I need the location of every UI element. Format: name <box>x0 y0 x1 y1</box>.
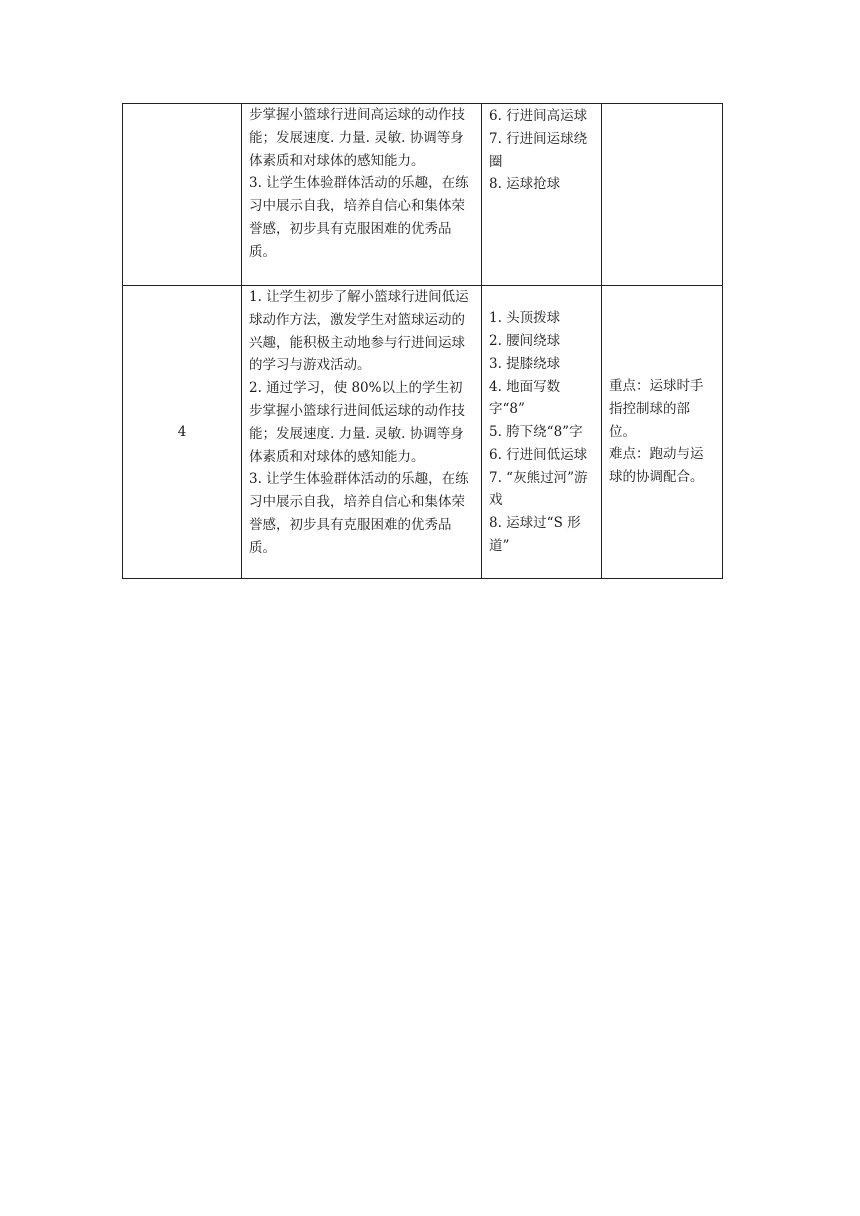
content-item: 1. 头顶拨球 <box>489 310 561 327</box>
content-item: 7. 行进间运球绕圈 <box>489 130 588 170</box>
lesson-number-cell <box>123 104 242 286</box>
objective-item: 3. 让学生体验群体活动的乐趣，在练习中展示自我，培养自信心和集体荣誉感，初步具有克服困难的优秀品质。 <box>249 471 469 556</box>
content-item: 4. 地面写数字“8” <box>489 378 561 418</box>
content-item: 6. 行进间高运球 <box>489 108 588 124</box>
key-point-item: 重点：运球时手指控制球的部位。 <box>609 378 704 440</box>
table-row <box>123 286 723 579</box>
content-item: 8. 运球抢球 <box>489 176 561 193</box>
objectives-cell <box>242 104 482 286</box>
content-item: 7. “灰熊过河”游戏 <box>489 469 588 509</box>
content-cell <box>482 104 602 286</box>
lesson-number-cell: 4 <box>123 286 242 579</box>
objectives-cell <box>242 286 482 579</box>
content-item: 3. 提膝绕球 <box>489 355 561 372</box>
objective-item: 1. 让学生初步了解小篮球行进间低运球动作方法，激发学生对篮球运动的兴趣，能积极主动地参与行进间运球的学习与游戏活动。 <box>249 289 469 374</box>
key-points-cell <box>602 286 723 579</box>
content-item: 5. 胯下绕“8”字 <box>489 424 583 441</box>
content-item: 6. 行进间低运球 <box>489 446 588 463</box>
objective-item: 2. 通过学习，使 80%以上的学生初步掌握小篮球行进间低运球的动作技能；发展速度. 力量. 灵敏. 协调等身体素质和对球体的感知能力。 <box>249 380 465 465</box>
content-cell <box>482 286 602 579</box>
difficulty-point-item: 难点：跑动与运球的协调配合。 <box>609 446 704 486</box>
content-item: 8. 运球过“S 形道” <box>489 515 581 555</box>
objective-item: 步掌握小篮球行进间高运球的动作技能；发展速度. 力量. 灵敏. 协调等身体素质和对球体的感知能力。 <box>249 107 465 169</box>
objective-item: 3. 让学生体验群体活动的乐趣，在练习中展示自我，培养自信心和集体荣誉感，初步具有克服困难的优秀品质。 <box>249 175 469 260</box>
lesson-plan-table <box>122 103 723 579</box>
table-row <box>123 104 723 286</box>
key-points-cell <box>602 104 723 286</box>
content-item: 2. 腰间绕球 <box>489 332 561 349</box>
